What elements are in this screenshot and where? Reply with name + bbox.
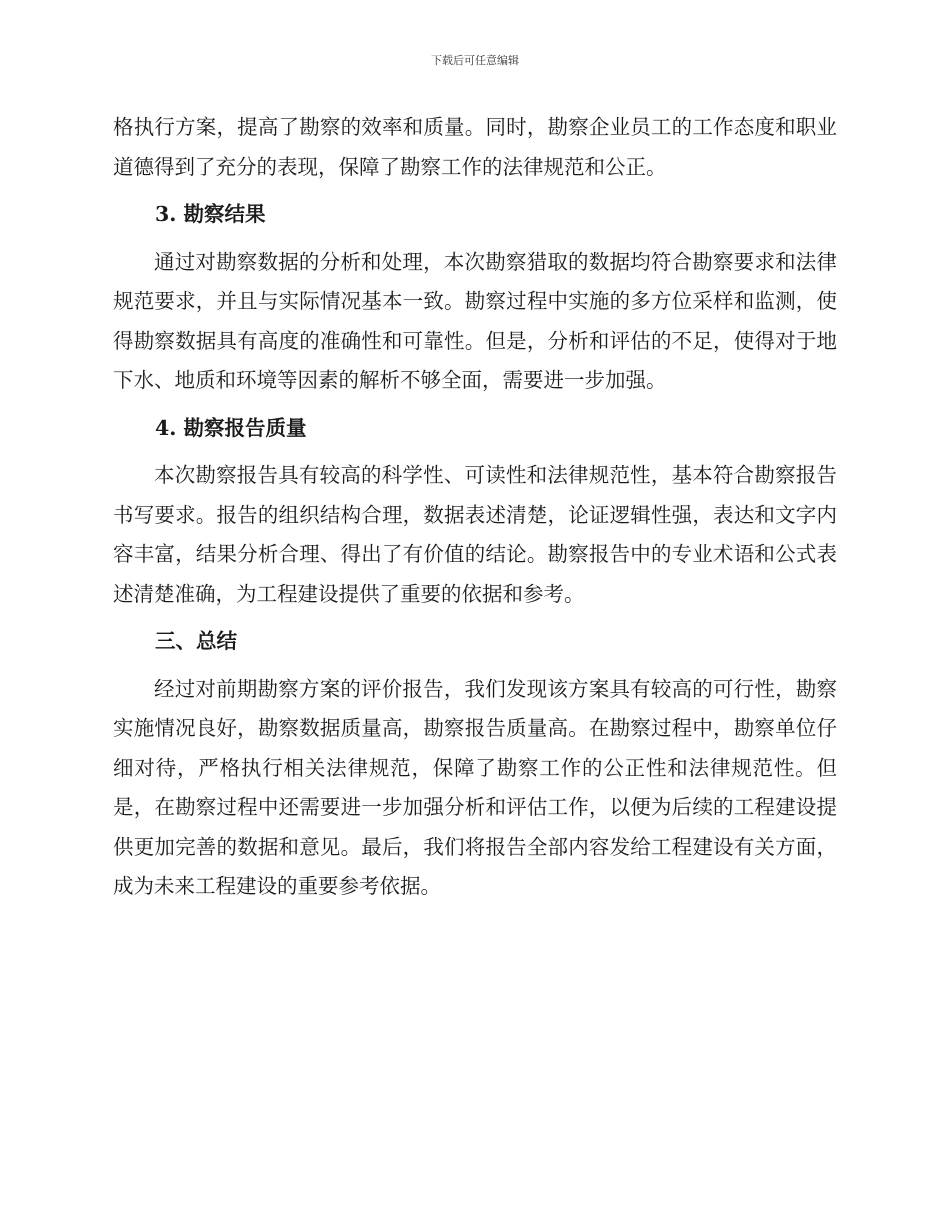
summary-heading: 三、总结 xyxy=(155,629,237,653)
page-header: 下载后可任意编辑 xyxy=(431,54,519,67)
section-4-heading: 4. 勘察报告质量 xyxy=(155,415,307,440)
document-body xyxy=(113,108,837,907)
intro-paragraph: 格执行方案，提高了勘察的效率和质量。同时，勘察企业员工的工作态度和职业道德得到了充分的表现，保障了勘察工作的法律规范和公正。 xyxy=(113,115,837,179)
section-4-paragraph: 本次勘察报告具有较高的科学性、可读性和法律规范性，基本符合勘察报告书写要求。报告的组织结构合理，数据表述清楚，论证逻辑性强，表达和文字内容丰富，结果分析合理、得出了有价值的结论。勘察报告中的专业术语和公式表述清楚准确，为工程建设提供了重要的依据和参考。 xyxy=(113,463,837,606)
summary-paragraph: 经过对前期勘察方案的评价报告，我们发现该方案具有较高的可行性，勘察实施情况良好，勘察数据质量高，勘察报告质量高。在勘察过程中，勘察单位仔细对待，严格执行相关法律规范，保障了勘察工作的公正性和法律规范性。但是，在勘察过程中还需要进一步加强分析和评估工作，以便为后续的工程建设提供更加完善的数据和意见。最后，我们将报告全部内容发给工程建设有关方面，成为未来工程建设的重要参考依据。 xyxy=(113,676,837,898)
section-3-heading: 3. 勘察结果 xyxy=(155,202,266,226)
section-3-paragraph: 通过对勘察数据的分析和处理，本次勘察猎取的数据均符合勘察要求和法律规范要求，并且与实际情况基本一致。勘察过程中实施的多方位采样和监测，使得勘察数据具有高度的准确性和可靠性。但是，分析和评估的不足，使得对于地下水、地质和环境等因素的解析不够全面，需要进一步加强。 xyxy=(113,249,837,392)
